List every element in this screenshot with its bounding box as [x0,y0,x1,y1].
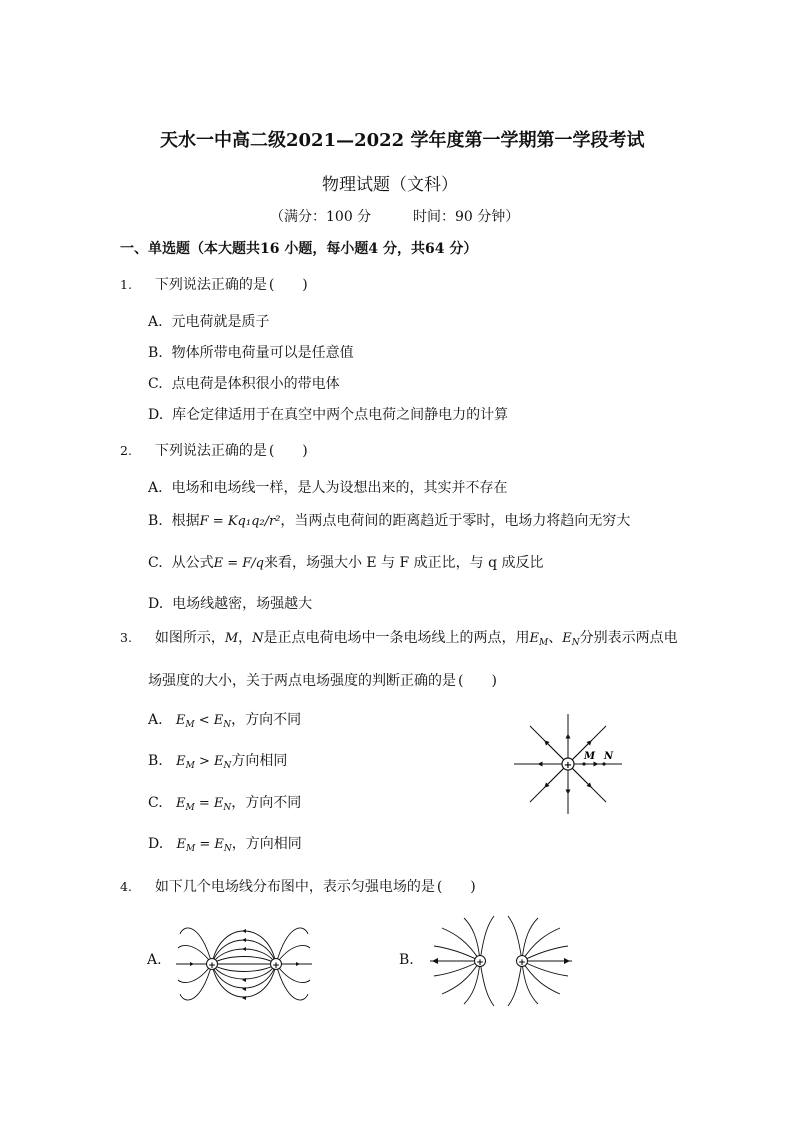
question-3-line1 [120,627,678,648]
separator: 、 [548,630,563,646]
option-formula: $E_M = E_N$ [176,837,232,854]
label-m: M [584,751,596,762]
option-3b [148,750,287,771]
option-letter: A. [148,712,163,728]
answer-paren: ( ) [458,673,497,689]
option-letter: B. [148,345,163,361]
charge-sign: + [208,961,216,971]
em-symbol: $E_M$ [529,631,549,648]
question-1 [120,274,308,294]
page-subtitle: 物理试题（文科） [322,175,458,195]
question-stem: 场强度的大小，关于两点电场强度的判断正确的是 [148,673,456,689]
option-text: 物体所带电荷量可以是任意值 [171,345,354,361]
option-text: 点电荷是体积很小的带电体 [171,376,340,392]
question-number: 1. [120,277,132,292]
charge-sign: + [476,958,484,968]
point-m-label: M [224,631,239,646]
option-text: 方向相同 [231,753,288,769]
option-2d [148,593,312,613]
option-text: 元电荷就是质子 [171,314,270,330]
question-number: 4. [120,879,132,894]
answer-paren: ( ) [268,443,308,459]
option-letter: D. [148,596,164,612]
option-2b [148,510,630,530]
question-stem: 下列说法正确的是 [154,443,267,459]
option-text: 来看，场强大小 E 与 F 成正比，与 q 成反比 [263,555,544,571]
option-letter: A. [148,314,163,330]
point-n-label: N [252,631,264,646]
field-figure-b [428,914,574,1008]
field-figure-a [176,918,312,1010]
option-3c [148,792,301,813]
option-formula: $E_M = E_N$ [176,796,232,813]
charge-sign: + [272,961,280,971]
question-stem: 下列说法正确的是 [154,277,267,293]
question-3-line2 [148,670,497,690]
question-number: 3. [120,630,132,645]
option-text: ，当两点电荷间的距离趋近于零时，电场力将趋向无穷大 [280,513,631,529]
option-letter: B. [148,513,163,529]
answer-paren: ( ) [268,277,308,293]
option-3a [148,709,301,730]
option-1c [148,373,340,393]
page-title: 天水一中高二级2021—2022 学年度第一学期第一学段考试 [160,130,645,151]
option-2c [148,552,544,572]
option-4b-label: B. [399,952,414,968]
point-n [602,762,605,765]
option-text: ，方向不同 [231,712,302,728]
field-formula: E = F/q [213,556,264,571]
option-letter: B. [148,753,163,769]
coulomb-formula: F = Kq₁q₂/r² [199,514,281,529]
question-2 [120,440,308,460]
separator: ， [238,630,253,646]
option-letter: D. [148,836,164,852]
charge-sign: + [518,958,526,968]
point-m [582,762,585,765]
option-letter: A. [148,480,163,496]
option-text: ，方向不同 [231,795,302,811]
question-stem: 如下几个电场线分布图中，表示匀强电场的是 [154,879,435,895]
question-stem: 分别表示两点电 [579,630,678,646]
option-text: 库仑定律适用于在真空中两个点电荷之间静电力的计算 [172,407,509,423]
label-n: N [604,751,614,762]
question-4 [120,876,476,896]
option-letter: C. [148,376,163,392]
option-text: 根据 [171,513,200,529]
option-2a [148,477,507,497]
question-number: 2. [120,443,132,458]
option-4a-label: A. [147,952,162,968]
section-heading: 一、单选题（本大题共16 小题，每小题4 分，共64 分） [120,241,478,257]
option-1b [148,342,354,362]
option-1a [148,311,269,331]
option-letter: C. [148,555,163,571]
point-charge-field-figure [512,712,626,816]
option-1d [148,404,508,424]
option-text: 从公式 [171,555,214,571]
question-stem: 是正点电荷电场中一条电场线上的两点，用 [263,630,530,646]
option-letter: C. [148,795,163,811]
option-text: 电场线越密，场强越大 [172,596,313,612]
score-info: （满分：100 分 [270,209,372,225]
option-formula: $E_M < E_N$ [175,713,232,730]
option-text: 电场和电场线一样，是人为设想出来的，其实并不存在 [171,480,508,496]
option-text: ，方向相同 [231,836,302,852]
en-symbol: $E_N$ [562,631,580,648]
charge-sign: + [563,760,573,771]
option-3d [148,833,302,854]
option-letter: D. [148,407,164,423]
option-formula: $E_M > E_N$ [176,754,232,771]
time-info: 时间：90 分钟） [413,209,520,225]
answer-paren: ( ) [436,879,476,895]
question-stem: 如图所示， [154,630,225,646]
